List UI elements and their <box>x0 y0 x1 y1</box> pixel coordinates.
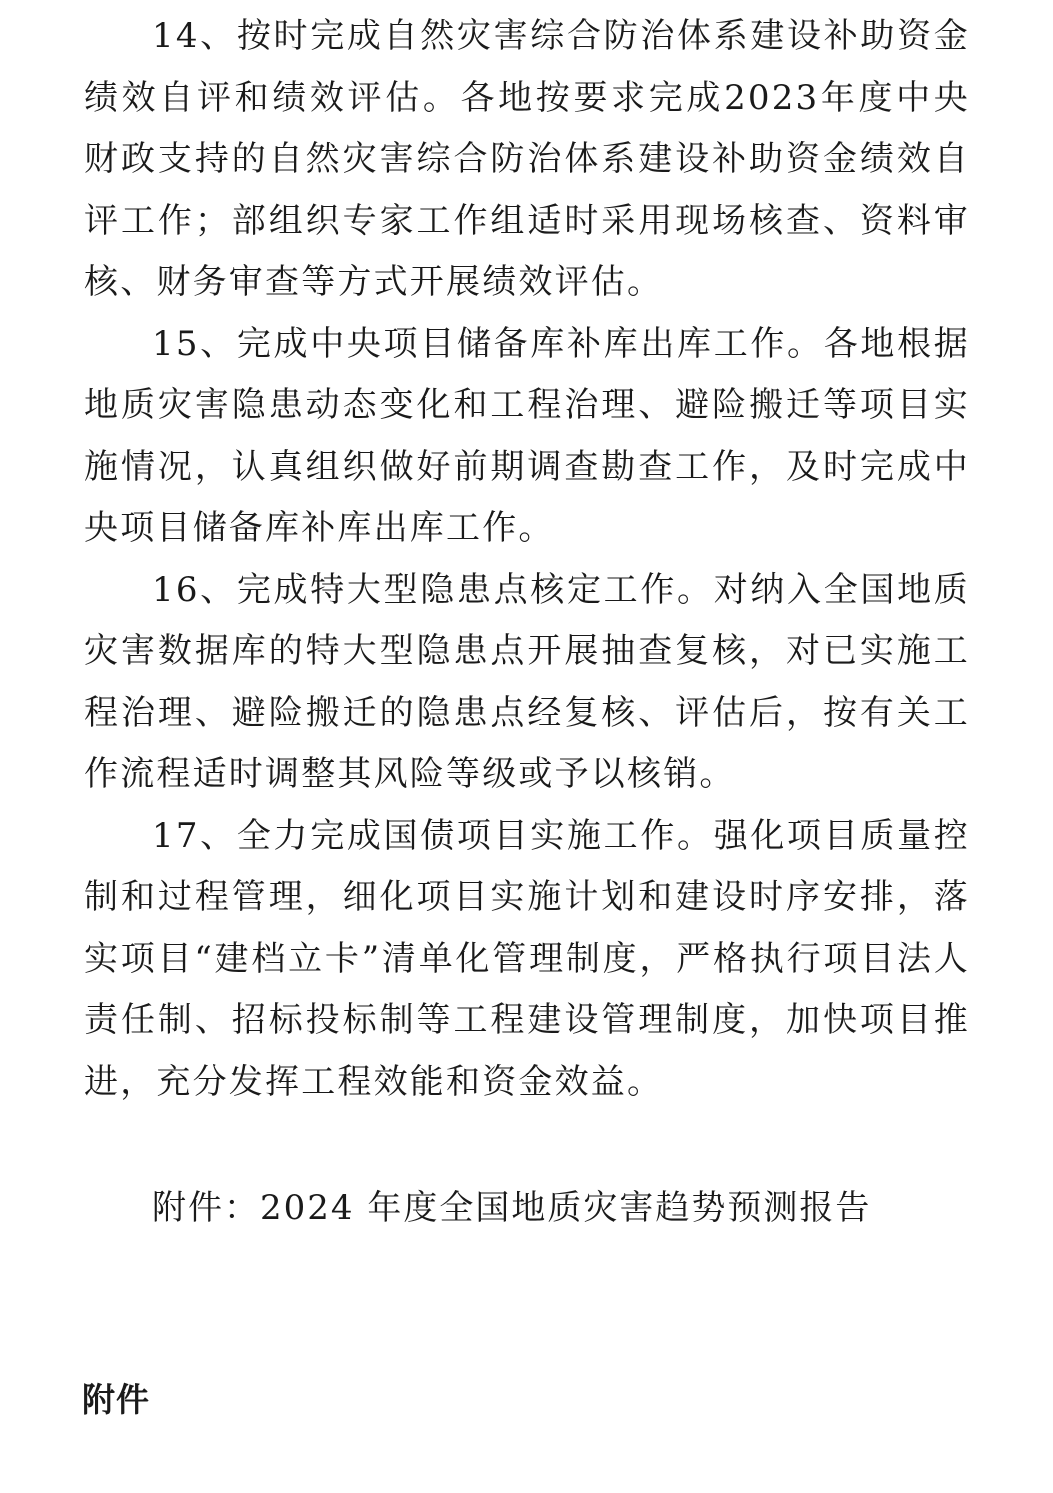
attachment-heading: 附件 <box>82 1380 150 1419</box>
document-body <box>84 6 970 1113</box>
paragraph-item-17: 17、全力完成国债项目实施工作。强化项目质量控制和过程管理，细化项目实施计划和建设时序安排，落实项目“建档立卡”清单化管理制度，严格执行项目法人责任制、招标投标制等工程建设管理制度，加快项目推进，充分发挥工程效能和资金效益。 <box>84 815 970 1102</box>
paragraph-item-16: 16、完成特大型隐患点核定工作。对纳入全国地质灾害数据库的特大型隐患点开展抽查复核，对已实施工程治理、避险搬迁的隐患点经复核、评估后，按有关工作流程适时调整其风险等级或予以核销。 <box>84 569 970 794</box>
attachment-reference: 附件：2024 年度全国地质灾害趋势预测报告 <box>152 1188 872 1228</box>
paragraph-item-14: 14、按时完成自然灾害综合防治体系建设补助资金绩效自评和绩效评估。各地按要求完成2023年度中央财政支持的自然灾害综合防治体系建设补助资金绩效自评工作；部组织专家工作组适时采用现场核查、资料审核、财务审查等方式开展绩效评估。 <box>84 16 970 302</box>
paragraph-item-15: 15、完成中央项目储备库补库出库工作。各地根据地质灾害隐患动态变化和工程治理、避险搬迁等项目实施情况，认真组织做好前期调查勘查工作，及时完成中央项目储备库补库出库工作。 <box>84 323 970 548</box>
